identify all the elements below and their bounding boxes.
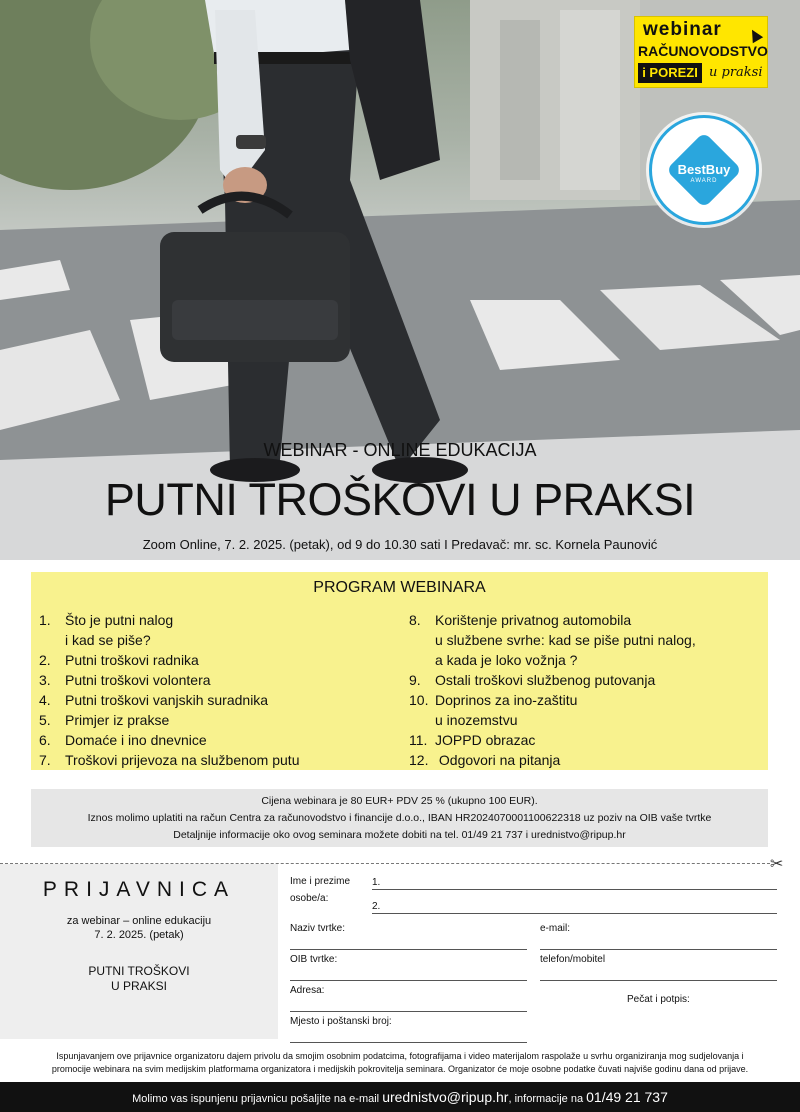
badge-sub: AWARD <box>690 178 718 184</box>
phone-label: telefon/mobitel <box>540 954 606 965</box>
list-item: 4. Putni troškovi vanjskih suradnika <box>39 692 269 708</box>
name-label-2: osobe/a: <box>290 893 329 904</box>
brand-logo <box>634 16 768 88</box>
event-details: Zoom Online, 7. 2. 2025. (petak), od 9 do 10.30 sati I Predavač: mr. sc. Kornela Paunović <box>142 537 658 552</box>
list-item-continued: a kada je loko vožnja ? <box>435 652 578 668</box>
address-label: Adresa: <box>290 985 325 996</box>
disclaimer-line: promocije webinara na svim medijskim platformama organizatora i medijskih pokrovitelja seminara. Organizator će moje osobne podatke čuvati najviše godinu dana od prijave. <box>51 1064 749 1074</box>
program-list-left <box>39 610 300 770</box>
form-title: PRIJAVNICA <box>42 878 236 901</box>
list-item: 8. Korištenje privatnog automobila <box>409 612 632 628</box>
email-field[interactable] <box>540 949 777 950</box>
price-line: Cijena webinara je 80 EUR+ PDV 25 % (ukupno 100 EUR). <box>261 795 538 807</box>
badge-brand: BestBuy <box>677 162 731 177</box>
list-item: 11. JOPPD obrazac <box>409 732 536 748</box>
list-item-continued: u inozemstvu <box>435 712 518 728</box>
form-for: za webinar – online edukaciju <box>66 915 212 927</box>
oib-label: OIB tvrtke: <box>290 954 338 965</box>
person-2-field[interactable] <box>372 913 777 914</box>
company-label: Naziv tvrtke: <box>290 923 346 934</box>
privacy-disclaimer <box>0 1050 800 1076</box>
company-field[interactable] <box>290 949 527 950</box>
footer-text: Molimo vas ispunjenu prijavnicu pošaljite na e-mail <box>132 1093 383 1105</box>
event-kicker: WEBINAR - ONLINE EDUKACIJA <box>263 440 537 460</box>
payment-line: Iznos molimo uplatiti na račun Centra za računovodstvo i financije d.o.o., IBAN HR2024070001100622318 uz poziv na OIB vaše tvrtke <box>87 812 712 824</box>
address-field[interactable] <box>290 1011 527 1012</box>
form-date: 7. 2. 2025. (petak) <box>94 929 184 941</box>
list-item: 5. Primjer iz prakse <box>39 712 170 728</box>
registration-panel <box>0 864 278 1039</box>
price-info-box <box>31 789 768 847</box>
disclaimer-line: Ispunjavanjem ove prijavnice organizatoru dajem privolu da smojim osobnim podatcima, fotografijama i video materijalom raspolaže u svrhu organiziranja mog sudjelovanja i <box>56 1051 744 1061</box>
list-item-continued: u službene svrhe: kad se piše putni nalog, <box>435 632 696 648</box>
footer-phone: 01/49 21 737 <box>586 1089 668 1105</box>
logo-box-text: i POREZI <box>638 63 702 83</box>
phone-field[interactable] <box>540 980 777 981</box>
logo-middle-text: RAČUNOVODSTVO <box>638 43 768 59</box>
city-field[interactable] <box>290 1042 527 1043</box>
stamp-label: Pečat i potpis: <box>627 994 690 1005</box>
program-box <box>31 572 768 770</box>
footer-email-link[interactable]: urednistvo@ripup.hr <box>382 1089 509 1105</box>
program-list-right <box>409 610 696 770</box>
list-item: 3. Putni troškovi volontera <box>39 672 211 688</box>
logo-top-text: webinar <box>643 19 722 40</box>
person-1-field[interactable] <box>372 889 777 890</box>
list-item: 1. Što je putni nalog <box>39 612 174 628</box>
program-heading: PROGRAM WEBINARA <box>313 579 486 596</box>
form-webinar-title: PUTNI TROŠKOVI <box>88 964 190 978</box>
list-item-continued: i kad se piše? <box>65 632 151 648</box>
scissors-icon: ✂ <box>770 856 784 873</box>
event-title: PUTNI TROŠKOVI U PRAKSI <box>104 474 696 525</box>
contact-line: Detaljnije informacije oko ovog seminara možete dobiti na tel. 01/49 21 737 i urednistvo@ripup.hr <box>173 829 626 841</box>
footer-text-mid: , informacije na <box>508 1093 587 1105</box>
footer-bar <box>0 1082 800 1112</box>
list-item: 10. Doprinos za ino-zaštitu <box>409 692 578 708</box>
oib-field[interactable] <box>290 980 527 981</box>
city-label: Mjesto i poštanski broj: <box>290 1016 392 1027</box>
person-1-label: 1. <box>372 877 381 888</box>
list-item: 7. Troškovi prijevoza na službenom putu <box>39 752 300 768</box>
list-item: 9. Ostali troškovi službenog putovanja <box>409 672 656 688</box>
name-label: Ime i prezime <box>290 876 351 887</box>
cursor-icon <box>747 27 763 43</box>
email-label: e-mail: <box>540 923 571 934</box>
logo-script-text: u praksi <box>709 65 763 80</box>
form-webinar-title-2: U PRAKSI <box>110 979 167 993</box>
list-item: 2. Putni troškovi radnika <box>39 652 199 668</box>
bestbuy-award-badge <box>649 115 759 225</box>
list-item: 12. Odgovori na pitanja <box>409 752 561 768</box>
list-item: 6. Domaće i ino dnevnice <box>39 732 207 748</box>
person-2-label: 2. <box>372 901 381 912</box>
